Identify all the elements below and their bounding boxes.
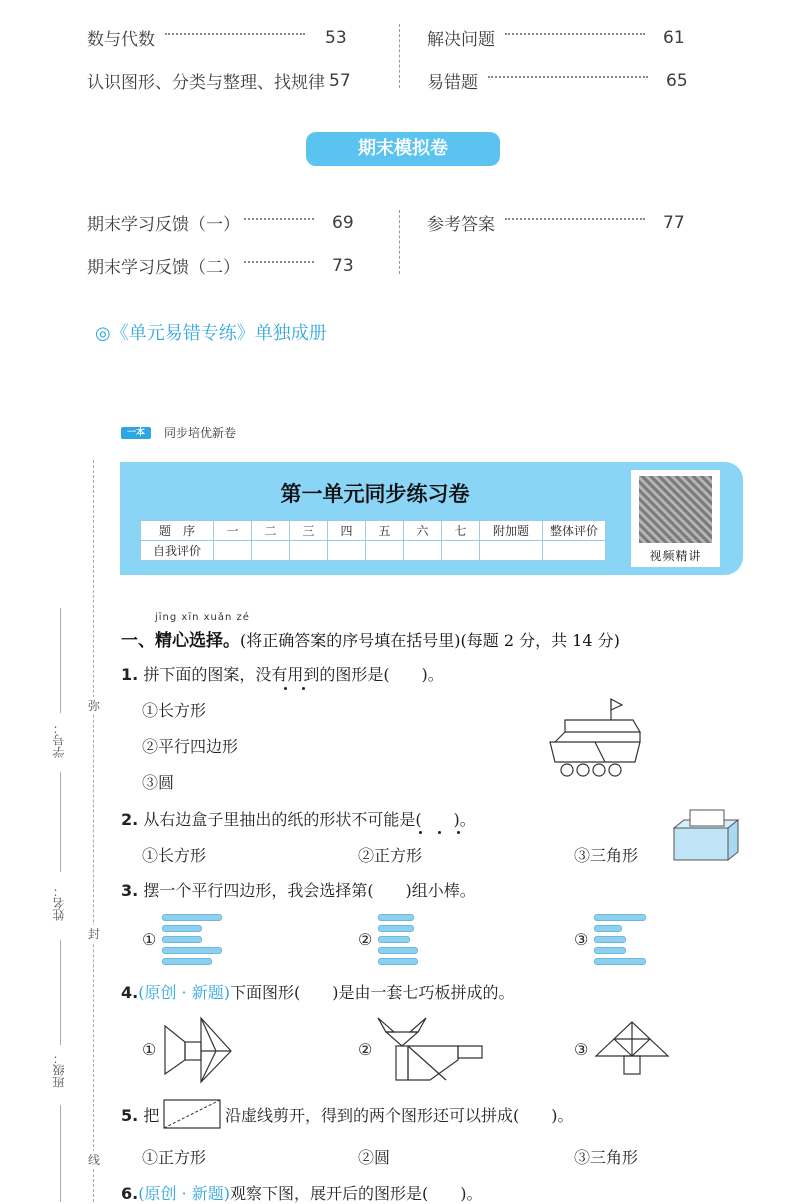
eval-cell[interactable] — [252, 541, 290, 561]
toc-leader — [488, 76, 648, 78]
eval-cell[interactable] — [290, 541, 328, 561]
eval-col: 五 — [366, 521, 404, 541]
toc-title: 期末学习反馈（一） — [87, 215, 240, 235]
toc-leader — [505, 218, 645, 220]
question-number: 2. — [121, 810, 139, 829]
tissue-box-icon — [670, 808, 742, 862]
eval-cell[interactable] — [366, 541, 404, 561]
option-a[interactable]: ①长方形 — [142, 701, 207, 720]
option-c[interactable]: ③圆 — [142, 773, 175, 792]
eval-cell[interactable] — [328, 541, 366, 561]
eval-col: 一 — [214, 521, 252, 541]
toc-title: 认识图形、分类与整理、找规律 — [87, 73, 325, 93]
eval-cell[interactable] — [404, 541, 442, 561]
eval-col: 二 — [252, 521, 290, 541]
question-number: 4. — [121, 983, 139, 1002]
option-b[interactable]: ② — [358, 930, 373, 949]
seal-char: 弥 — [88, 699, 101, 713]
eval-cell[interactable] — [480, 541, 543, 561]
student-number-field-ext[interactable] — [60, 772, 61, 872]
question-text: 摆一个平行四边形，我会选择第( )组小棒。 — [143, 881, 476, 900]
seal-char: 封 — [88, 927, 101, 941]
option-a[interactable]: ① — [142, 930, 157, 949]
toc-title: 数与代数 — [87, 30, 155, 50]
option-c[interactable]: ③三角形 — [574, 1148, 639, 1167]
toc-page: 77 — [663, 212, 685, 233]
option-b[interactable]: ②平行四边形 — [142, 737, 239, 756]
section-pill: 期末模拟卷 — [306, 132, 500, 166]
tangram-fish-icon — [163, 1016, 235, 1084]
single-volume-note: ◎《单元易错专练》单独成册 — [95, 323, 327, 344]
toc-page: 53 — [325, 27, 347, 48]
original-tag: (原创 · 新题) — [138, 1184, 230, 1203]
question-text: 从右边盒子里抽出的纸的形状不可能是( )。 — [143, 810, 476, 829]
option-a[interactable]: ①长方形 — [142, 846, 207, 865]
toc-item[interactable] — [427, 68, 688, 93]
option-b[interactable]: ② — [358, 1040, 373, 1059]
name-label: 姓名： — [52, 885, 66, 921]
binding-line — [93, 460, 94, 1202]
section-title: 一、精心选择。 — [121, 631, 240, 651]
question-1 — [121, 662, 444, 685]
emphasis-dot — [302, 687, 305, 690]
qr-caption: 视频精讲 — [649, 549, 702, 563]
question-number: 3. — [121, 881, 139, 900]
toc-page: 69 — [332, 212, 354, 233]
evaluation-table — [140, 520, 606, 561]
question-3 — [121, 878, 476, 901]
eval-cell[interactable] — [543, 541, 606, 561]
toc-title: 易错题 — [427, 73, 478, 93]
question-number: 5. — [121, 1106, 139, 1125]
eval-col: 四 — [328, 521, 366, 541]
option-a[interactable]: ①正方形 — [142, 1148, 207, 1167]
section-pinyin: jīng xīn xuǎn zé — [155, 612, 250, 623]
class-label: 班级： — [52, 1052, 66, 1088]
toc-title: 参考答案 — [427, 215, 495, 235]
worksheet-title: 第一单元同步练习卷 — [280, 482, 470, 506]
question-number: 6. — [121, 1184, 139, 1203]
question-text: 观察下图，展开后的图形是( )。 — [229, 1184, 483, 1203]
toc-item[interactable] — [87, 25, 347, 50]
toc-leader — [244, 218, 314, 220]
name-field[interactable] — [60, 940, 61, 1045]
toc-item[interactable] — [427, 25, 685, 50]
brand-text: 同步培优新卷 — [164, 426, 237, 440]
section-heading — [121, 626, 620, 651]
qr-code-box[interactable] — [631, 470, 720, 567]
toc-title: 期末学习反馈（二） — [87, 258, 240, 278]
option-b[interactable]: ②正方形 — [358, 846, 423, 865]
tangram-house-icon — [594, 1020, 670, 1076]
eval-col: 七 — [442, 521, 480, 541]
eval-col: 整体评价 — [543, 521, 606, 541]
question-5-text: 沿虚线剪开，得到的两个图形还可以拼成( )。 — [225, 1106, 574, 1125]
tank-figure-icon — [545, 696, 647, 778]
toc-item[interactable] — [427, 210, 685, 235]
seal-char: 线 — [88, 1153, 101, 1167]
toc-leader — [244, 261, 314, 263]
question-text: 下面图形( )是由一套七巧板拼成的。 — [229, 983, 515, 1002]
option-b[interactable]: ②圆 — [358, 1148, 391, 1167]
question-4 — [121, 980, 514, 1003]
toc-leader — [505, 33, 645, 35]
toc-page: 65 — [666, 70, 688, 91]
eval-cell[interactable] — [442, 541, 480, 561]
question-6 — [121, 1181, 482, 1204]
toc-item[interactable] — [87, 210, 354, 235]
question-prefix: 把 — [143, 1106, 160, 1125]
eval-col: 三 — [290, 521, 328, 541]
toc-leader — [165, 33, 305, 35]
question-text: 拼下面的图案，没有用到的图形是( )。 — [143, 665, 444, 684]
question-5 — [121, 1103, 159, 1126]
eval-col: 六 — [404, 521, 442, 541]
tangram-dog-icon — [376, 1016, 486, 1084]
option-c[interactable]: ③三角形 — [574, 846, 639, 865]
eval-row-label: 题 序 — [141, 521, 214, 541]
qr-code-icon — [639, 476, 712, 543]
brand-logo: 一本 — [121, 427, 151, 439]
option-c[interactable]: ③ — [574, 930, 589, 949]
question-number: 1. — [121, 665, 139, 684]
eval-row-label: 自我评价 — [141, 541, 214, 561]
toc-item[interactable] — [87, 68, 351, 93]
student-number-field[interactable] — [60, 608, 61, 713]
toc-title: 解决问题 — [427, 30, 495, 50]
emphasis-dot — [284, 687, 287, 690]
toc-page: 73 — [332, 255, 354, 276]
section-note: (将正确答案的序号填在括号里)(每题 2 分，共 14 分) — [240, 631, 620, 650]
option-c[interactable]: ③ — [574, 1040, 589, 1059]
original-tag: (原创 · 新题) — [138, 983, 230, 1002]
eval-cell[interactable] — [214, 541, 252, 561]
eval-col: 附加题 — [480, 521, 543, 541]
question-2 — [121, 807, 476, 830]
toc-divider — [399, 210, 400, 274]
emphasis-dot — [419, 831, 422, 834]
dashed-rectangle-icon — [163, 1099, 221, 1129]
option-a[interactable]: ① — [142, 1040, 157, 1059]
toc-divider — [399, 24, 400, 88]
class-field[interactable] — [60, 1105, 61, 1202]
toc-page: 61 — [663, 27, 685, 48]
student-number-label: 学号： — [52, 722, 66, 758]
toc-page: 57 — [329, 70, 351, 91]
toc-item[interactable] — [87, 253, 354, 278]
emphasis-dot — [438, 831, 441, 834]
emphasis-dot — [457, 831, 460, 834]
